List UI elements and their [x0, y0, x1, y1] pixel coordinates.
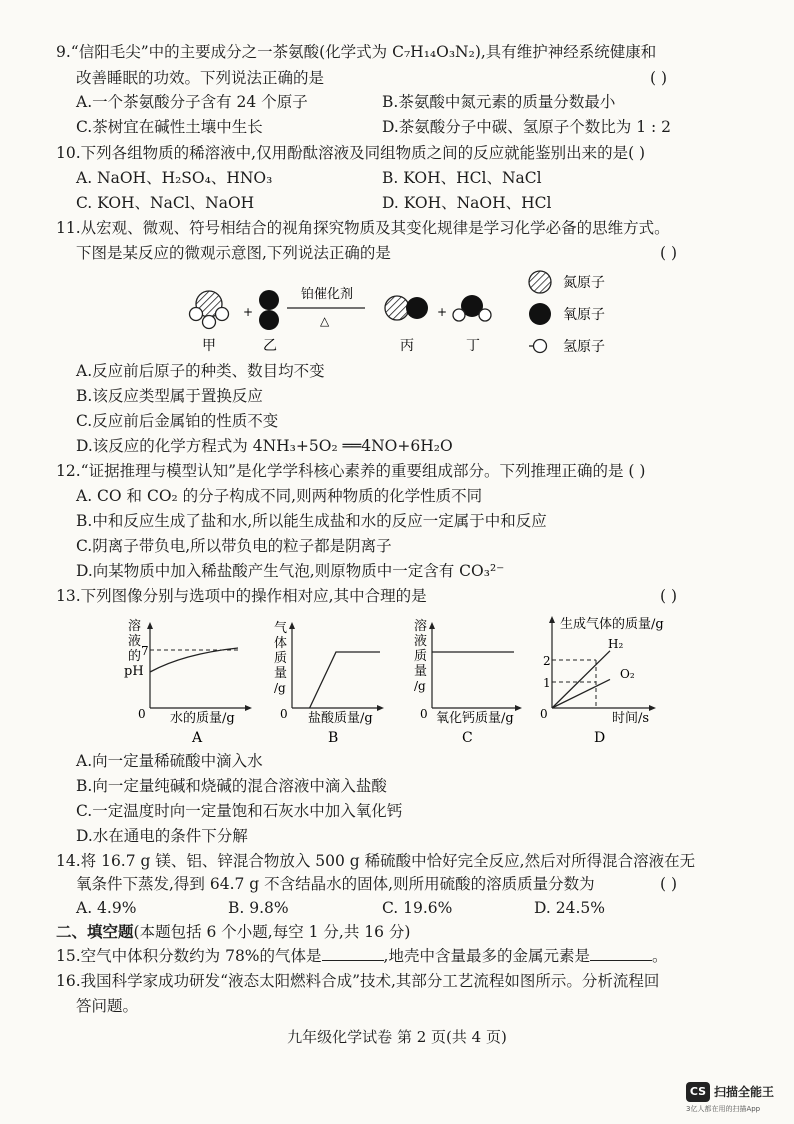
graph-d-h2-line [552, 651, 610, 708]
graph-a-ylabel-4: pH [124, 664, 144, 679]
graph-a-name: A [192, 730, 203, 746]
graph-a-curve [150, 648, 238, 672]
q9-stem-line2: 改善睡眠的功效。下列说法正确的是 [76, 69, 325, 87]
q12-stem: 12.“证据推理与模型认知”是化学学科核心素养的重要组成部分。下列推理正确的是 ( ) [56, 462, 646, 480]
plus-sign: + [243, 305, 254, 319]
q10-stem: 10.下列各组物质的稀溶液中,仅用酚酞溶液及同组物质之间的反应就能鉴别出来的是( ) [56, 144, 646, 162]
q11-option-c: C.反应前后金属铂的性质不变 [76, 412, 279, 430]
q11-option-b: B.该反应类型属于置换反应 [76, 387, 263, 405]
legend-oxygen: 氧原子 [563, 307, 605, 323]
molecule-jia [190, 291, 229, 329]
q14-option-c: C. 19.6% [382, 899, 453, 917]
scanner-watermark [686, 1082, 794, 1122]
q15-stem [56, 946, 667, 966]
graph-c-ylabel-4: 量 [414, 664, 428, 679]
legend-hydrogen: 氢原子 [563, 339, 605, 355]
hydrogen-atom [203, 316, 216, 329]
graph-b-ylabel-1: 气 [274, 621, 288, 636]
q9-option-b: B.茶氨酸中氮元素的质量分数最小 [382, 93, 616, 111]
q12-option-a: A. CO 和 CO₂ 的分子构成不同,则两种物质的化学性质不同 [76, 487, 483, 505]
molecule-yi [259, 290, 279, 330]
graph-b-xlabel: 盐酸质量/g [308, 711, 373, 726]
graph-c-xlabel: 氧化钙质量/g [436, 711, 514, 726]
nitrogen-atom [385, 296, 409, 320]
graph-d-o2-line [552, 679, 610, 708]
q13-option-c: C.一定温度时向一定量饱和石灰水中加入氧化钙 [76, 802, 403, 820]
graph-a-ytick: 7 [141, 644, 149, 658]
q13-graphs [100, 610, 680, 750]
molecule-bing [385, 296, 428, 320]
q15-blank-1[interactable] [322, 960, 384, 961]
graph-b-ylabel-3: 质 [274, 651, 288, 666]
oxygen-atom [259, 290, 279, 310]
graph-d [540, 616, 664, 746]
graph-a-ylabel-2: 液 [128, 634, 142, 649]
graph-d-xlabel: 时间/s [612, 711, 650, 726]
legend-hydrogen-icon [534, 340, 547, 353]
q15-part2: ,地壳中含量最多的金属元素是 [383, 947, 590, 965]
graph-d-o2-label: O₂ [620, 667, 635, 681]
graph-b-ylabel-2: 体 [274, 636, 288, 651]
q13-answer-paren: ( ) [660, 587, 678, 605]
q14-option-a: A. 4.9% [76, 899, 137, 917]
q16-stem-line1: 16.我国科学家成功研发“液态太阳燃料合成”技术,其部分工艺流程如图所示。分析流程回 [56, 972, 660, 990]
q11-option-d: D.该反应的化学方程式为 4NH₃+5O₂ ══4NO+6H₂O [76, 437, 453, 455]
label-yi: 乙 [263, 338, 277, 354]
graph-d-origin: 0 [540, 707, 548, 721]
reaction-micro-diagram [175, 268, 635, 368]
graph-d-h2-label: H₂ [608, 637, 624, 651]
graph-d-ytick-2: 2 [543, 654, 551, 668]
graph-b-origin: 0 [280, 707, 288, 721]
label-ding: 丁 [466, 338, 480, 354]
q10-option-c: C. KOH、NaCl、NaOH [76, 194, 255, 212]
graph-c-ylabel-1: 溶 [414, 619, 428, 634]
graph-c-ylabel-2: 液 [414, 634, 428, 649]
q9-option-d: D.茶氨酸分子中碳、氢原子个数比为 1 : 2 [382, 118, 672, 136]
q12-option-c: C.阴离子带负电,所以带负电的粒子都是阴离子 [76, 537, 392, 555]
q15-blank-2[interactable] [590, 960, 652, 961]
label-jia: 甲 [202, 338, 216, 354]
q14-answer-paren: ( ) [660, 875, 678, 893]
page-footer: 九年级化学试卷 第 2 页(共 4 页) [287, 1028, 507, 1046]
graph-b-name: B [328, 730, 339, 746]
legend-nitrogen-icon [529, 271, 551, 293]
hydrogen-atom [453, 309, 465, 321]
q14-option-b: B. 9.8% [228, 899, 289, 917]
scanner-app-name: 扫描全能王 [714, 1085, 775, 1099]
q14-stem-line1: 14.将 16.7 g 镁、铝、锌混合物放入 500 g 稀硫酸中恰好完全反应,然后对所得混合溶液在无 [56, 852, 696, 870]
q14-option-d: D. 24.5% [534, 899, 605, 917]
q9-stem-line1: 9.“信阳毛尖”中的主要成分之一茶氨酸(化学式为 C₇H₁₄O₃N₂),具有维护神经系统健康和 [56, 43, 657, 61]
q15-part3: 。 [651, 947, 668, 965]
graph-a-origin: 0 [138, 707, 146, 721]
label-bing: 丙 [400, 338, 414, 354]
graph-b-ylabel-4: 量 [274, 666, 288, 681]
hydrogen-atom [216, 308, 229, 321]
q13-stem: 13.下列图像分别与选项中的操作相对应,其中合理的是 [56, 587, 427, 605]
section-2-note: (本题包括 6 个小题,每空 1 分,共 16 分) [133, 923, 411, 941]
q11-answer-paren: ( ) [660, 244, 678, 262]
q13-option-d: D.水在通电的条件下分解 [76, 827, 248, 845]
q11-option-a: A.反应前后原子的种类、数目均不变 [76, 362, 325, 380]
graph-c-name: C [462, 730, 473, 746]
q11-stem-line1: 11.从宏观、微观、符号相结合的视角探究物质及其变化规律是学习化学必备的思维方式。 [56, 219, 670, 237]
hydrogen-atom [190, 308, 203, 321]
oxygen-atom [406, 297, 428, 319]
graph-a-ylabel-1: 溶 [128, 619, 142, 634]
graph-a-xlabel: 水的质量/g [170, 711, 235, 726]
catalyst-label: 铂催化剂 [301, 287, 354, 302]
section-2-title: 二、填空题 [56, 922, 134, 941]
legend-oxygen-icon [529, 303, 551, 325]
graph-d-title: 生成气体的质量/g [560, 617, 664, 632]
graph-c-origin: 0 [420, 707, 428, 721]
heat-symbol: △ [320, 314, 330, 328]
scanner-slogan: 3亿人都在用的扫描App [686, 1105, 761, 1113]
plus-sign: + [437, 305, 448, 319]
q15-part1: 15.空气中体积分数约为 78%的气体是 [56, 947, 322, 965]
graph-b-line [310, 652, 380, 708]
q10-option-d: D. KOH、NaOH、HCl [382, 194, 552, 212]
q13-option-a: A.向一定量稀硫酸中滴入水 [76, 752, 263, 770]
q16-stem-line2: 答问题。 [76, 997, 139, 1015]
graph-a [124, 618, 252, 746]
graph-b-ylabel-5: /g [274, 681, 286, 695]
q12-option-d: D.向某物质中加入稀盐酸产生气泡,则原物质中一定含有 CO₃²⁻ [76, 562, 505, 580]
graph-c [414, 618, 522, 746]
q9-option-a: A.一个茶氨酸分子含有 24 个原子 [76, 93, 308, 111]
graph-c-ylabel-3: 质 [414, 649, 428, 664]
q12-option-b: B.中和反应生成了盐和水,所以能生成盐和水的反应一定属于中和反应 [76, 512, 547, 530]
q10-option-b: B. KOH、HCl、NaCl [382, 169, 542, 187]
graph-c-ylabel-5: /g [414, 679, 426, 693]
q10-option-a: A. NaOH、H₂SO₄、HNO₃ [76, 169, 273, 187]
legend-nitrogen: 氮原子 [563, 275, 605, 291]
graph-b [274, 621, 384, 746]
graph-d-ytick-1: 1 [543, 676, 551, 690]
q14-stem-line2: 氧条件下蒸发,得到 64.7 g 不含结晶水的固体,则所用硫酸的溶质质量分数为 [76, 875, 595, 893]
graph-d-name: D [594, 730, 606, 746]
section-2-heading [56, 922, 410, 942]
hydrogen-atom [479, 309, 491, 321]
q11-stem-line2: 下图是某反应的微观示意图,下列说法正确的是 [76, 244, 391, 262]
oxygen-atom [259, 310, 279, 330]
q9-option-c: C.茶树宜在碱性土壤中生长 [76, 118, 263, 136]
q9-answer-paren: ( ) [650, 69, 668, 87]
graph-a-ylabel-3: 的 [128, 649, 142, 664]
scanner-logo-icon: CS [686, 1082, 710, 1102]
molecule-ding [453, 295, 491, 321]
q13-option-b: B.向一定量纯碱和烧碱的混合溶液中滴入盐酸 [76, 777, 387, 795]
